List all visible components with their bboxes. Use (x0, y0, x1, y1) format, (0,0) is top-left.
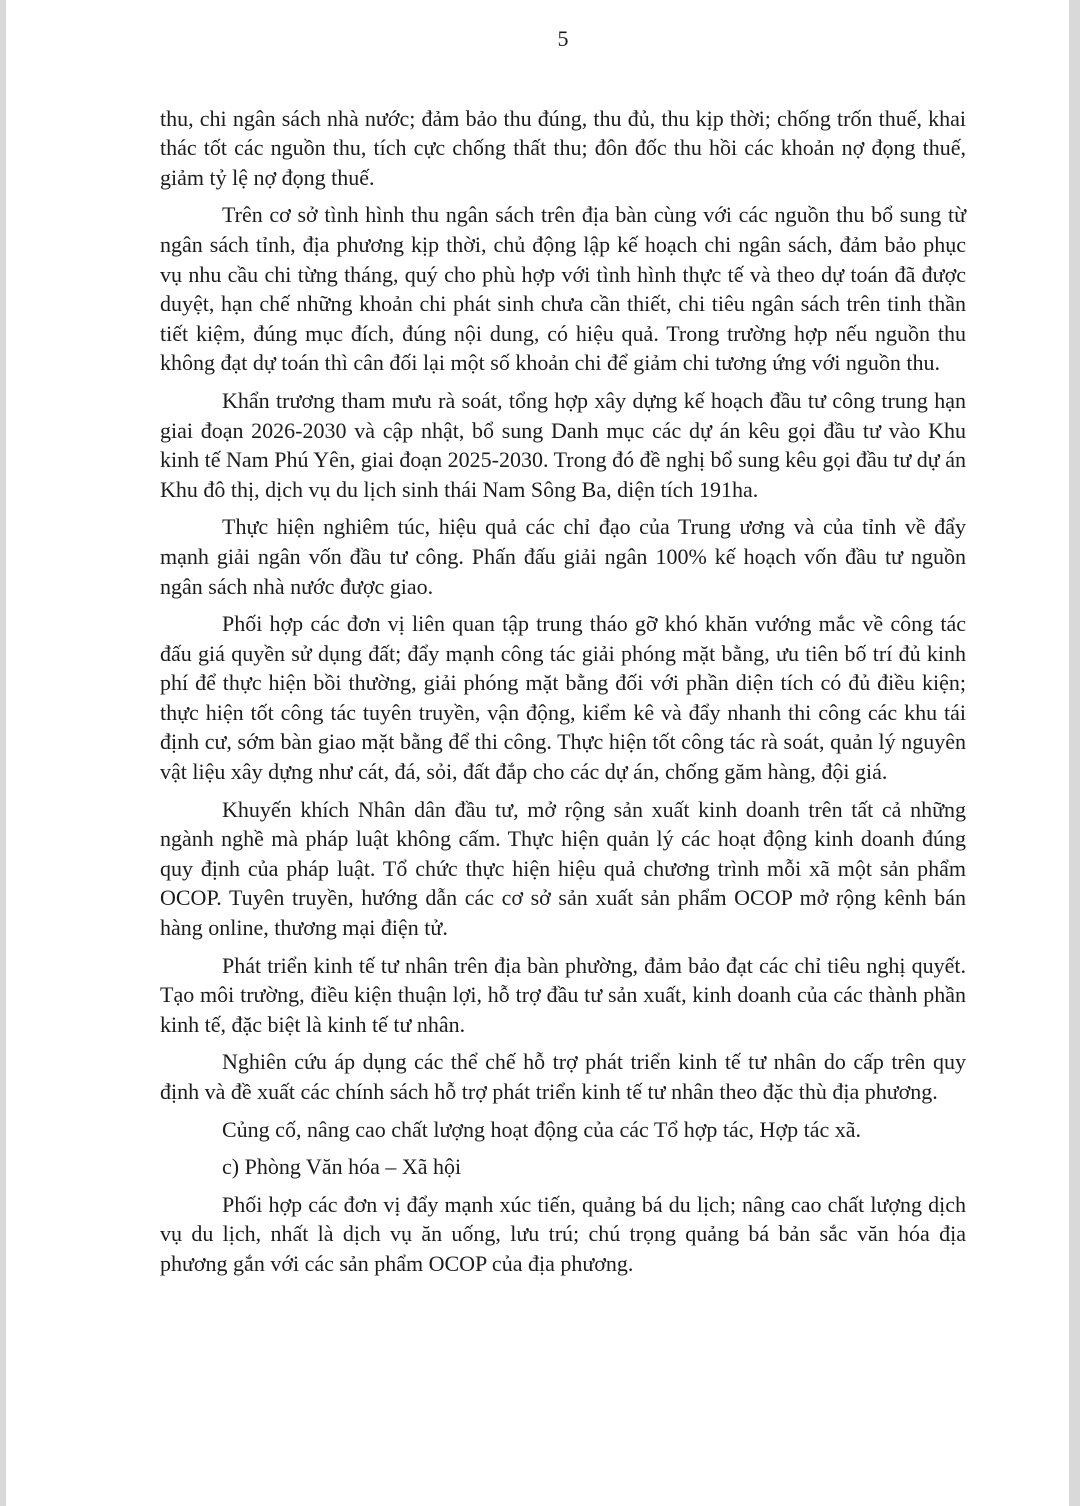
paragraph-private-economy-policy: Nghiên cứu áp dụng các thể chế hỗ trợ phát triển kinh tế tư nhân do cấp trên quy định và đề xuất các chính sách hỗ trợ phát triển kinh tế tư nhân theo đặc thù địa phương. (160, 1049, 966, 1104)
paragraph-disbursement-directive: Thực hiện nghiêm túc, hiệu quả các chỉ đạo của Trung ương và của tỉnh về đẩy mạnh giải ngân vốn đầu tư công. Phấn đấu giải ngân 100% kế hoạch vốn đầu tư nguồn ngân sách nhà nước được giao. (160, 514, 966, 599)
page-edge-right (1069, 0, 1080, 1506)
paragraph-public-investment-plan: Khẩn trương tham mưu rà soát, tổng hợp xây dựng kế hoạch đầu tư công trung hạn giai đoạn 2026-2030 và cập nhật, bổ sung Danh mục các dự án kêu gọi đầu tư vào Khu kinh tế Nam Phú Yên, giai đoạn 2025-2030. Trong đó đề nghị bổ sung kêu gọi đầu tư dự án Khu đô thị, dịch vụ du lịch sinh thái Nam Sông Ba, diện tích 191ha. (160, 387, 966, 502)
document-body (160, 24, 966, 1287)
paragraph-budget-spending-plan: Trên cơ sở tình hình thu ngân sách trên địa bàn cùng với các nguồn thu bổ sung từ ngân sách tỉnh, địa phương kịp thời, chủ động lập kế hoạch chi ngân sách, đảm bảo phục vụ nhu cầu chi từng tháng, quý cho phù hợp với tình hình thực tế và theo dự toán đã được duyệt, hạn chế những khoản chi phát sinh chưa cần thiết, chi tiêu ngân sách trên tinh thần tiết kiệm, đúng mục đích, đúng nội dung, có hiệu quả. Trong trường hợp nếu nguồn thu không đạt dự toán thì cân đối lại một số khoản chi để giảm chi tương ứng với nguồn thu. (160, 202, 966, 376)
paragraph-private-economy-development: Phát triển kinh tế tư nhân trên địa bàn phường, đảm bảo đạt các chỉ tiêu nghị quyết. Tạo môi trường, điều kiện thuận lợi, hỗ trợ đầu tư sản xuất, kinh doanh của các thành phần kinh tế, đặc biệt là kinh tế tư nhân. (160, 952, 966, 1037)
page-number: 5 (557, 26, 569, 51)
section-heading-culture-society-office: c) Phòng Văn hóa – Xã hội (222, 1154, 462, 1180)
paragraph-budget-revenue-continuation: thu, chi ngân sách nhà nước; đảm bảo thu đúng, thu đủ, thu kịp thời; chống trốn thuế, khai thác tốt các nguồn thu, tích cực chống thất thu; đôn đốc thu hồi các khoản nợ đọng thuế, giảm tỷ lệ nợ đọng thuế. (160, 105, 966, 190)
page-edge-left (0, 0, 6, 1506)
paragraph-tourism-promotion: Phối hợp các đơn vị đẩy mạnh xúc tiến, quảng bá du lịch; nâng cao chất lượng dịch vụ du lịch, nhất là dịch vụ ăn uống, lưu trú; chú trọng quảng bá bản sắc văn hóa địa phương gắn với các sản phẩm OCOP của địa phương. (160, 1191, 966, 1276)
paragraph-land-clearance: Phối hợp các đơn vị liên quan tập trung tháo gỡ khó khăn vướng mắc về công tác đấu giá quyền sử dụng đất; đẩy mạnh công tác giải phóng mặt bằng, ưu tiên bố trí đủ kinh phí để thực hiện bồi thường, giải phóng mặt bằng đối với phần diện tích có đủ điều kiện; thực hiện tốt công tác tuyên truyền, vận động, kiểm kê và đẩy nhanh thi công các khu tái định cư, sớm bàn giao mặt bằng để thi công. Thực hiện tốt công tác rà soát, quản lý nguyên vật liệu xây dựng như cát, đá, sỏi, đất đắp cho các dự án, chống găm hàng, đội giá. (160, 611, 966, 785)
paragraph-business-encouragement-ocop: Khuyến khích Nhân dân đầu tư, mở rộng sản xuất kinh doanh trên tất cả những ngành nghề mà pháp luật không cấm. Thực hiện quản lý các hoạt động kinh doanh đúng quy định của pháp luật. Tổ chức thực hiện hiệu quả chương trình mỗi xã một sản phẩm OCOP. Tuyên truyền, hướng dẫn các cơ sở sản xuất sản phẩm OCOP mở rộng kênh bán hàng online, thương mại điện tử. (160, 796, 966, 941)
paragraph-cooperatives: Củng cố, nâng cao chất lượng hoạt động của các Tổ hợp tác, Hợp tác xã. (222, 1116, 861, 1142)
